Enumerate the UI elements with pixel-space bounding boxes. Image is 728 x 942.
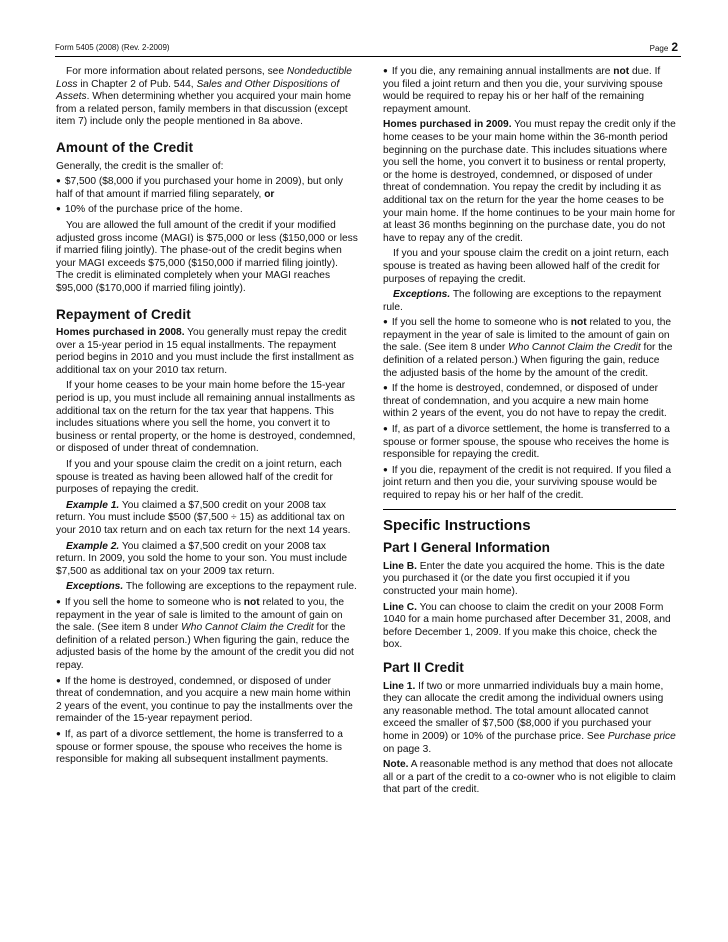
joint-return-paragraph: If you and your spouse claim the credit on a joint return, each spouse is treated as having been allowed half of the credit for purposes of repaying the credit. bbox=[56, 459, 342, 496]
page-number: 2 bbox=[671, 40, 678, 54]
text: Exceptions. bbox=[66, 581, 124, 593]
line-1-paragraph bbox=[383, 681, 676, 757]
text: Sales and Other Dispositions of Assets bbox=[56, 78, 340, 103]
text: for the definition of a related person.) When figuring the gain, reduce the adjusted basis of the home by the amount of the credit. bbox=[383, 342, 673, 379]
text: . When determining whether you acquired your main home from a related person, family members in that discussion (except item 7) include only the people mentioned in 8a above. bbox=[56, 91, 352, 128]
text: You must repay the credit only if the home ceases to be your main home within the 36-month period beginning on the purchase date. This includes situations where you sell the home, you convert it to business or rental property, or the home is destroyed, condemned, or disposed of under threat of condemnation. You repay the credit by including it as additional tax on the return for the year the home ceases to be your main home. If the home continues to be your main home for at least 36 months beginning on the purchase date, you do not have to repay any of the credit. bbox=[383, 119, 676, 244]
text: A reasonable method is any method that does not allocate all or a part of the credit to a co-owner who is not eligible to claim that part of the credit. bbox=[383, 759, 676, 796]
exception-divorce-bullet-2: ● If, as part of a divorce settlement, the home is transferred to a spouse or former spouse, the spouse who receives the home is responsible for repaying the credit. bbox=[383, 424, 676, 462]
header-rule bbox=[55, 56, 681, 57]
example-2 bbox=[56, 541, 358, 579]
exceptions-paragraph-2 bbox=[383, 289, 676, 314]
text: Line B. bbox=[383, 560, 417, 572]
text: Example 2. bbox=[66, 540, 120, 552]
text: Who Cannot Claim the Credit bbox=[181, 622, 314, 634]
text: related to you, the repayment in the year of sale is limited to the amount of gain on the sale. (See item 8 under bbox=[56, 596, 345, 634]
related-persons-paragraph bbox=[56, 66, 358, 129]
text: due. If you filed a joint return and then you die, your surviving spouse would be required to repay his or her half of the remaining repayment amount. bbox=[383, 66, 663, 115]
text: Line C. bbox=[383, 601, 417, 613]
text: Exceptions. bbox=[393, 289, 451, 301]
homes-2009-paragraph bbox=[383, 119, 676, 245]
text: Note. bbox=[383, 759, 409, 771]
repayment-heading: Repayment of Credit bbox=[56, 306, 191, 322]
text: You can choose to claim the credit on your 2008 Form 1040 for a main home purchased after December 31, 2008, and before December 1, 2009. If you make this choice, check the box. bbox=[383, 601, 671, 651]
section-rule bbox=[383, 509, 676, 510]
text: $7,500 ($8,000 if you purchased your home in 2009), but only half of that amount if married filing separately, bbox=[56, 176, 343, 200]
text: on page 3. bbox=[383, 743, 432, 755]
line-b-paragraph bbox=[383, 561, 676, 599]
text: Line 1. bbox=[383, 680, 416, 692]
text: You generally must repay the credit over a 15-year period in 15 equal installments. The repayment period begins in 2010 and you must include the first installment as additional tax on your 2010 tax return. bbox=[56, 327, 354, 376]
text: for the definition of a related person.) When figuring the gain, reduce the adjusted basis of the home by the amount of the credit you did not repay. bbox=[56, 622, 354, 671]
text: Enter the date you acquired the home. This is the date you purchased it (or the date you first occupied it if you constructed your main home). bbox=[383, 560, 665, 597]
left-column bbox=[56, 66, 358, 770]
exception-divorce-bullet: ● If, as part of a divorce settlement, the home is transferred to a spouse or former spouse, the spouse who receives the home is responsible for making all subsequent installment payments. bbox=[56, 729, 358, 767]
form-identifier: Form 5405 (2008) (Rev. 2-2009) bbox=[55, 43, 170, 52]
example-1 bbox=[56, 500, 358, 538]
joint-return-paragraph-2: If you and your spouse claim the credit on a joint return, each spouse is treated as having been allowed half of the credit for purposes of repaying the credit. bbox=[383, 248, 669, 285]
exception-die-bullet bbox=[383, 66, 676, 116]
text: Homes purchased in 2008. bbox=[56, 327, 185, 339]
right-column bbox=[383, 66, 676, 800]
homes-2008-paragraph bbox=[56, 327, 358, 377]
exceptions-paragraph bbox=[56, 581, 358, 594]
exception-destroyed-bullet-2: ● If the home is destroyed, condemned, or disposed of under threat of condemnation, and you acquire a new main home within 2 years of the event, you do not have to repay the credit. bbox=[383, 383, 676, 421]
text: If you sell the home to someone who is bbox=[391, 317, 571, 329]
exception-sell-bullet bbox=[56, 597, 358, 673]
text: or bbox=[264, 188, 275, 200]
amount-intro: Generally, the credit is the smaller of: bbox=[56, 160, 224, 172]
text: Nondeductible Loss bbox=[56, 66, 352, 90]
text: The following are exceptions to the repayment rule. bbox=[123, 581, 357, 593]
exception-sell-bullet-2 bbox=[383, 317, 676, 380]
exception-destroyed-bullet: ● If the home is destroyed, condemned, or disposed of under threat of condemnation, and you acquire a new main home within 2 years of the event, you continue to pay the installments over the remainder of the 15-year repayment period. bbox=[56, 676, 358, 726]
line-c-paragraph bbox=[383, 602, 676, 652]
text: Homes purchased in 2009. bbox=[383, 119, 512, 131]
text: in Chapter 2 of Pub. 544, bbox=[77, 78, 197, 90]
text: not bbox=[243, 596, 260, 608]
text: If you sell the home to someone who is bbox=[64, 596, 244, 608]
text: Who Cannot Claim the Credit bbox=[508, 342, 641, 354]
text: not bbox=[570, 317, 587, 329]
page-label: Page bbox=[649, 44, 669, 53]
text: For more information about related persons, see bbox=[66, 66, 287, 77]
text: related to you, the repayment in the year of sale is limited to the amount of gain on the sale. (See item 8 under bbox=[383, 317, 672, 354]
note-paragraph bbox=[383, 759, 676, 797]
part-2-heading: Part II Credit bbox=[383, 659, 464, 675]
exception-die-bullet-2: ● If you die, repayment of the credit is not required. If you filed a joint return and then you die, your surviving spouse would be required to repay his or her half of the credit. bbox=[383, 465, 676, 503]
text: If you die, any remaining annual installments are bbox=[391, 66, 614, 77]
magi-paragraph: You are allowed the full amount of the credit if your modified adjusted gross income (MAGI) is $75,000 or less ($150,000 or less if married filing jointly). The phase-out of the credit begins when your MAGI exceeds $75,000 ($150,000 if married filing jointly). The credit is eliminated completely when your MAGI reaches $95,000 ($170,000 if married filing jointly). bbox=[56, 219, 358, 294]
amount-of-credit-heading: Amount of the Credit bbox=[56, 139, 194, 155]
text: Example 1. bbox=[66, 499, 120, 511]
amount-bullet-1 bbox=[56, 176, 358, 201]
text: The following are exceptions to the repayment rule. bbox=[383, 289, 662, 313]
text: If two or more unmarried individuals buy a main home, they can allocate the credit among the individual owners using any reasonable method. The total amount allocated cannot exceed the smaller of $7,500 ($8,000 if you purchased your home in 2009) or 10% of the purchase price. See bbox=[383, 680, 664, 742]
page-indicator bbox=[650, 40, 678, 54]
text: You claimed a $7,500 credit on your 2008 tax return. You must include $500 ($7,500 ÷ 15) as additional tax on your 2010 tax return and on each tax return for the next 14 years. bbox=[56, 499, 351, 536]
text: You claimed a $7,500 credit on your 2008 tax return. In 2009, you sold the home to your son. You must include $7,500 as additional tax on your 2009 tax return. bbox=[56, 540, 348, 577]
text: not bbox=[613, 66, 630, 77]
ceases-paragraph: If your home ceases to be your main home before the 15-year period is up, you must include all remaining annual installments as additional tax on the return for the tax year that happens. This includes situations where you sell the home, you convert it to business or rental property, or the home is destroyed, condemned, or disposed of under threat of condemnation. bbox=[56, 380, 356, 455]
amount-bullet-2: ● 10% of the purchase price of the home. bbox=[56, 204, 358, 217]
text: Purchase price bbox=[607, 730, 676, 742]
specific-instructions-heading: Specific Instructions bbox=[383, 516, 531, 534]
part-1-heading: Part I General Information bbox=[383, 540, 550, 556]
